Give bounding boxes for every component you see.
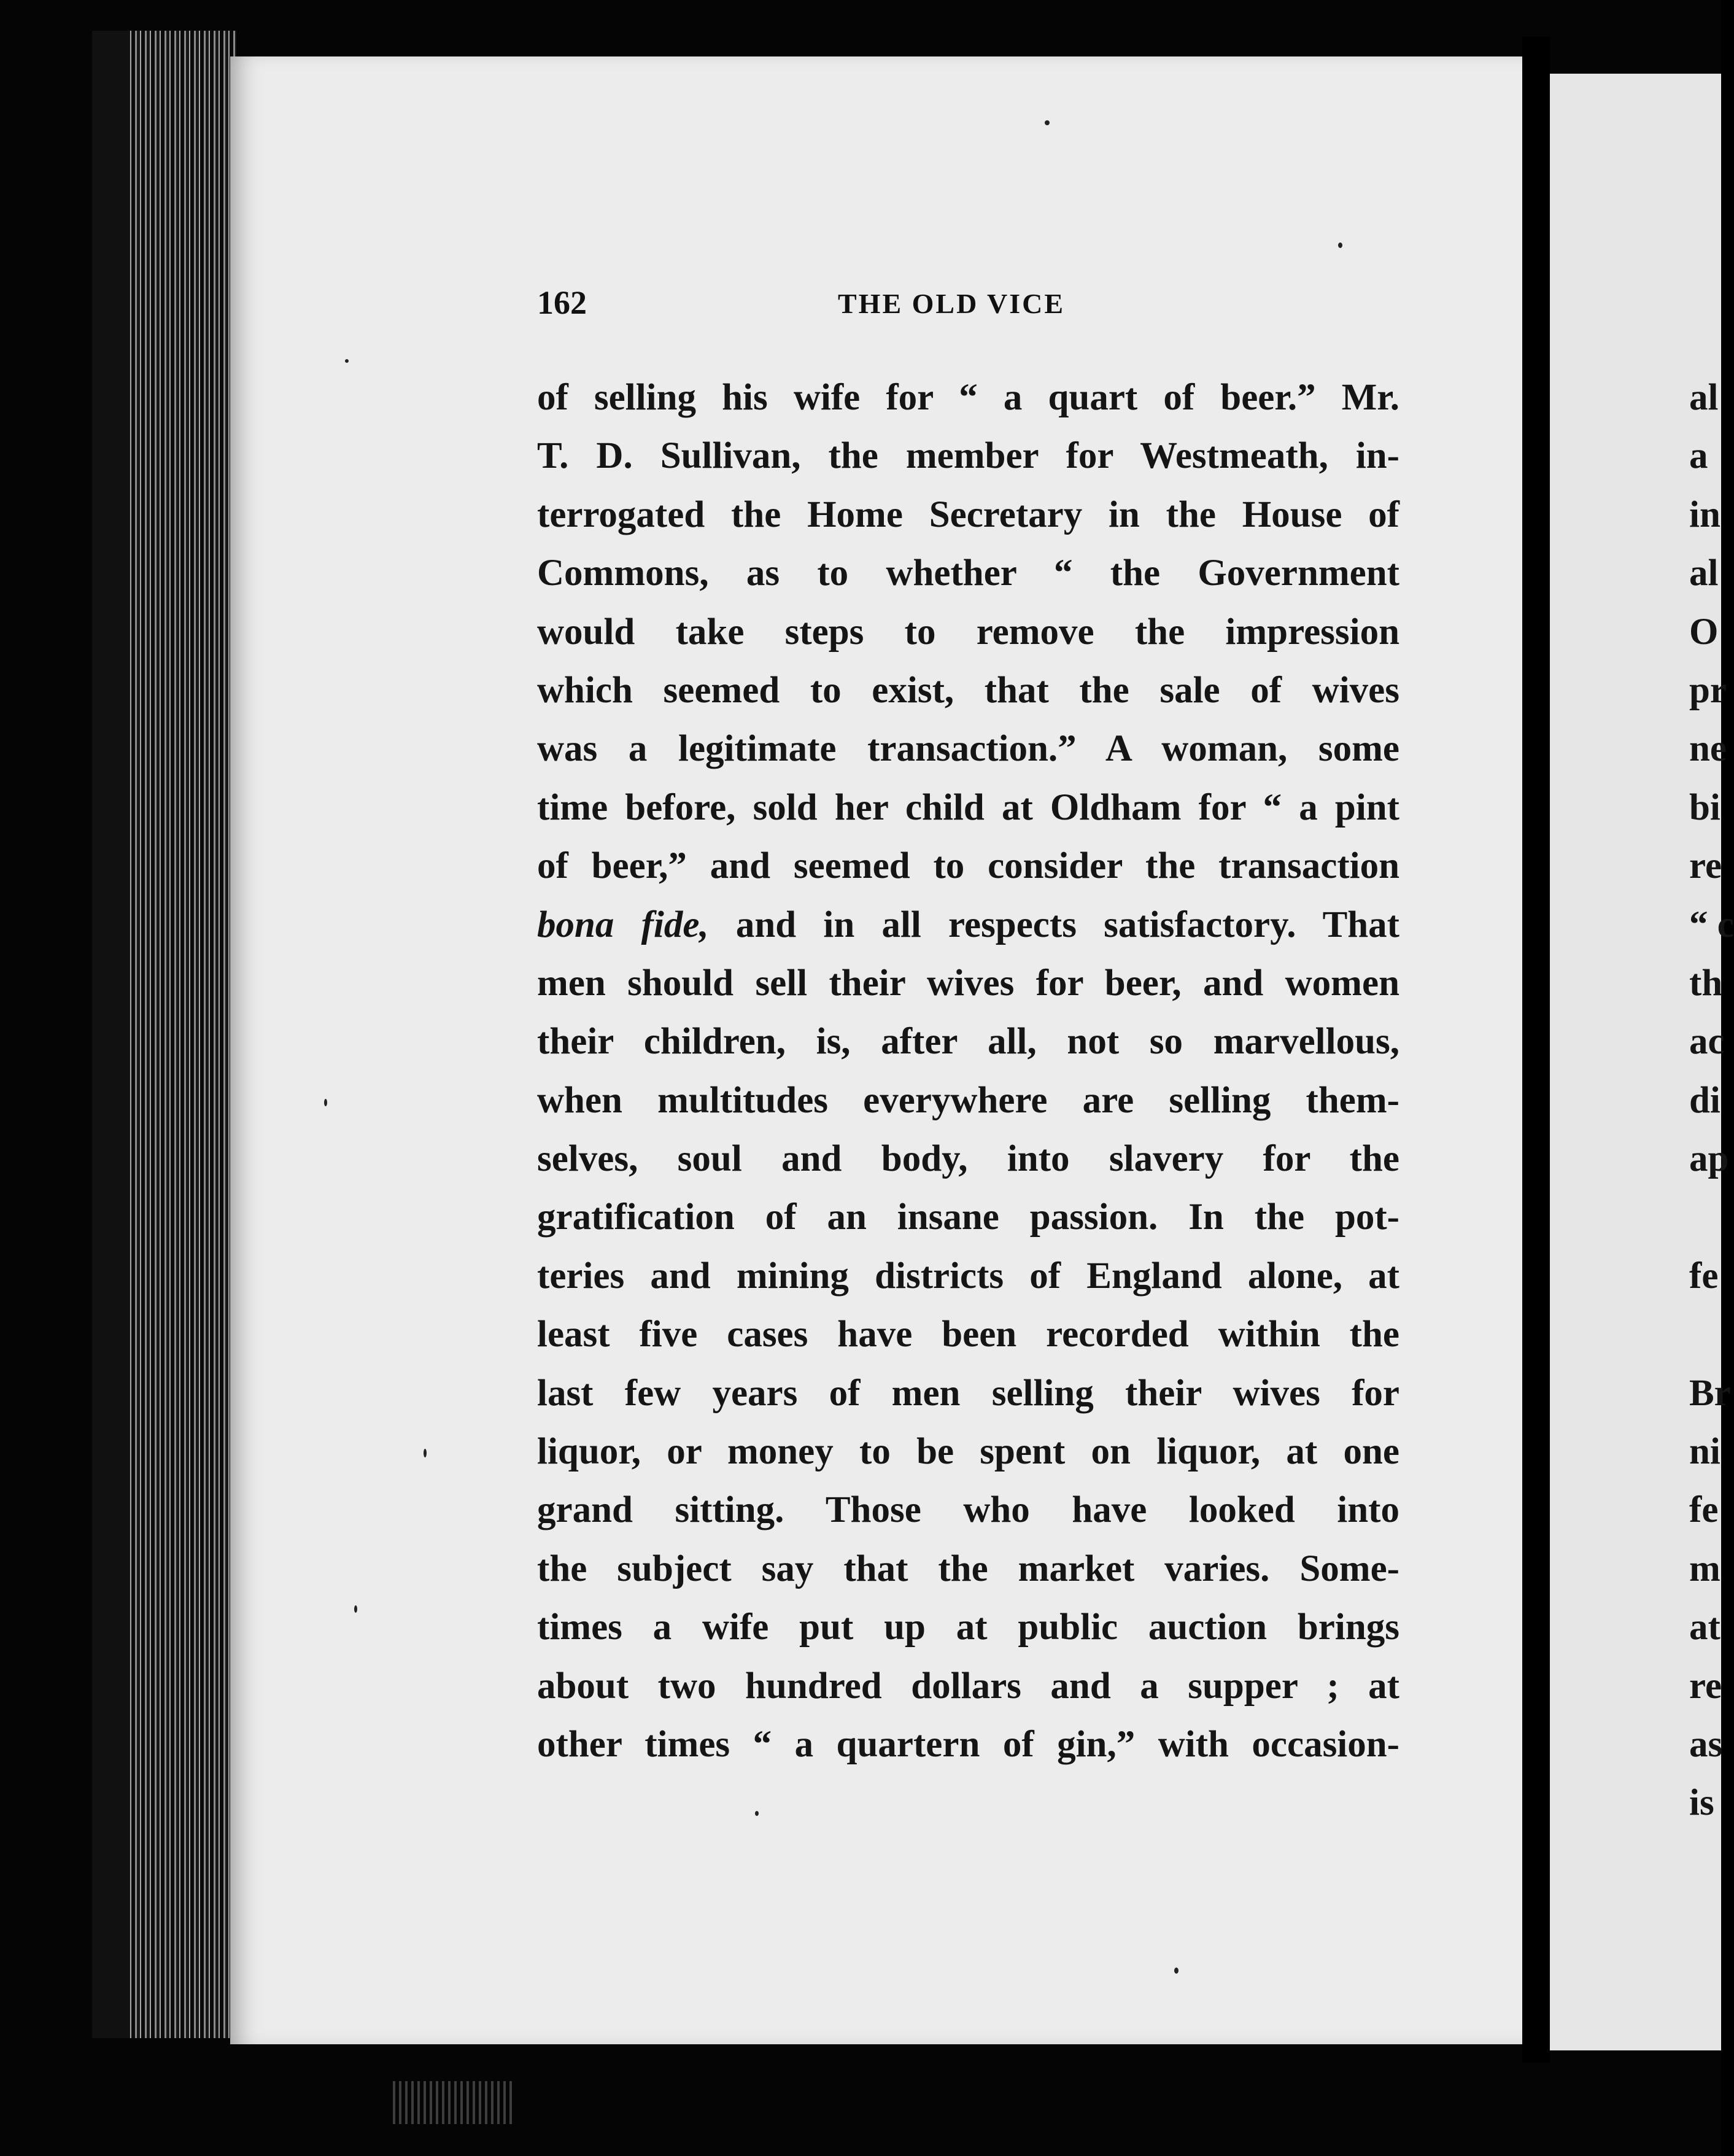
fragment: bi <box>1689 786 1720 828</box>
dust-speck <box>354 1605 357 1613</box>
fragment: re <box>1689 1665 1722 1707</box>
fragment: ap <box>1689 1138 1729 1180</box>
fragment <box>1689 1247 1734 1364</box>
dust-speck <box>1338 242 1342 248</box>
text-line-italic <box>537 896 1399 954</box>
running-head: THE OLD VICE <box>838 288 1066 319</box>
text-line: selves, soul and body, into slavery for the <box>537 1138 1399 1180</box>
text-line: terrogated the Home Secretary in the House of <box>537 494 1399 535</box>
fragment: al <box>1689 377 1719 418</box>
fragment-text: fe <box>1689 1255 1719 1297</box>
fragment: pr <box>1689 669 1727 711</box>
text-line: Commons, as to whether “ the Government <box>537 553 1399 594</box>
page-number: 162 <box>537 284 587 321</box>
text-line: other times “ a quartern of gin,” with occasion- <box>537 1723 1399 1765</box>
fragment: th <box>1689 962 1723 1004</box>
fragment: in <box>1689 494 1720 535</box>
text-line: liquor, or money to be spent on liquor, at one <box>537 1431 1399 1473</box>
fragment: is <box>1689 1782 1714 1824</box>
text-span: and in all respects satisfactory. That <box>735 904 1400 945</box>
right-page-fragments <box>1689 368 1734 1832</box>
fragment: al <box>1689 553 1719 594</box>
fragment: fe <box>1689 1489 1719 1531</box>
text-line: last few years of men selling their wives for <box>537 1372 1399 1414</box>
fragment: at <box>1689 1607 1720 1648</box>
dust-speck <box>1045 120 1050 125</box>
fragment: di <box>1689 1079 1720 1121</box>
text-line: time before, sold her child at Oldham for “ a pint <box>537 786 1399 828</box>
dust-speck <box>1174 1968 1179 1974</box>
text-line: gratification of an insane passion. In the pot- <box>537 1196 1399 1238</box>
gutter <box>1522 37 1550 2063</box>
italic-phrase: bona fide, <box>537 904 709 945</box>
text-line: times a wife put up at public auction brings <box>537 1607 1399 1648</box>
scan-artifact <box>393 2081 516 2124</box>
text-line: which seemed to exist, that the sale of wives <box>537 669 1399 711</box>
text-line: the subject say that the market varies. Some- <box>537 1548 1399 1589</box>
text-line: men should sell their wives for beer, and women <box>537 962 1399 1004</box>
fragment: m <box>1689 1548 1720 1589</box>
text-line: would take steps to remove the impression <box>537 611 1399 653</box>
dust-speck <box>755 1811 759 1816</box>
dust-speck <box>424 1449 427 1457</box>
text-line: of selling his wife for “ a quart of beer.” Mr. <box>537 377 1399 418</box>
binding-shadow <box>92 31 129 2038</box>
fragment: ni <box>1689 1431 1720 1473</box>
text-line: teries and mining districts of England alone, at <box>537 1255 1399 1297</box>
text-line: grand sitting. Those who have looked into <box>537 1489 1399 1531</box>
fragment: “ c <box>1689 904 1734 945</box>
text-line: least five cases have been recorded within the <box>537 1314 1399 1355</box>
text-line: about two hundred dollars and a supper ; at <box>537 1665 1399 1707</box>
fragment: re <box>1689 845 1722 887</box>
fragment: ac <box>1689 1021 1725 1063</box>
text-line: their children, is, after all, not so marvellous, <box>537 1021 1399 1063</box>
text-line: T. D. Sullivan, the member for Westmeath, in- <box>537 435 1399 477</box>
fragment: O <box>1689 611 1719 653</box>
body-text <box>537 368 1399 1774</box>
text-line: of beer,” and seemed to consider the transaction <box>537 845 1399 887</box>
text-line: when multitudes everywhere are selling them- <box>537 1079 1399 1121</box>
fragment: ne <box>1689 728 1727 770</box>
fragment: Br <box>1689 1372 1731 1414</box>
dust-speck <box>345 359 349 363</box>
page-header <box>537 284 1424 327</box>
fragment: a <box>1689 435 1708 477</box>
fragment: as <box>1689 1724 1723 1765</box>
text-line: was a legitimate transaction.” A woman, some <box>537 728 1399 770</box>
dust-speck <box>324 1099 327 1106</box>
